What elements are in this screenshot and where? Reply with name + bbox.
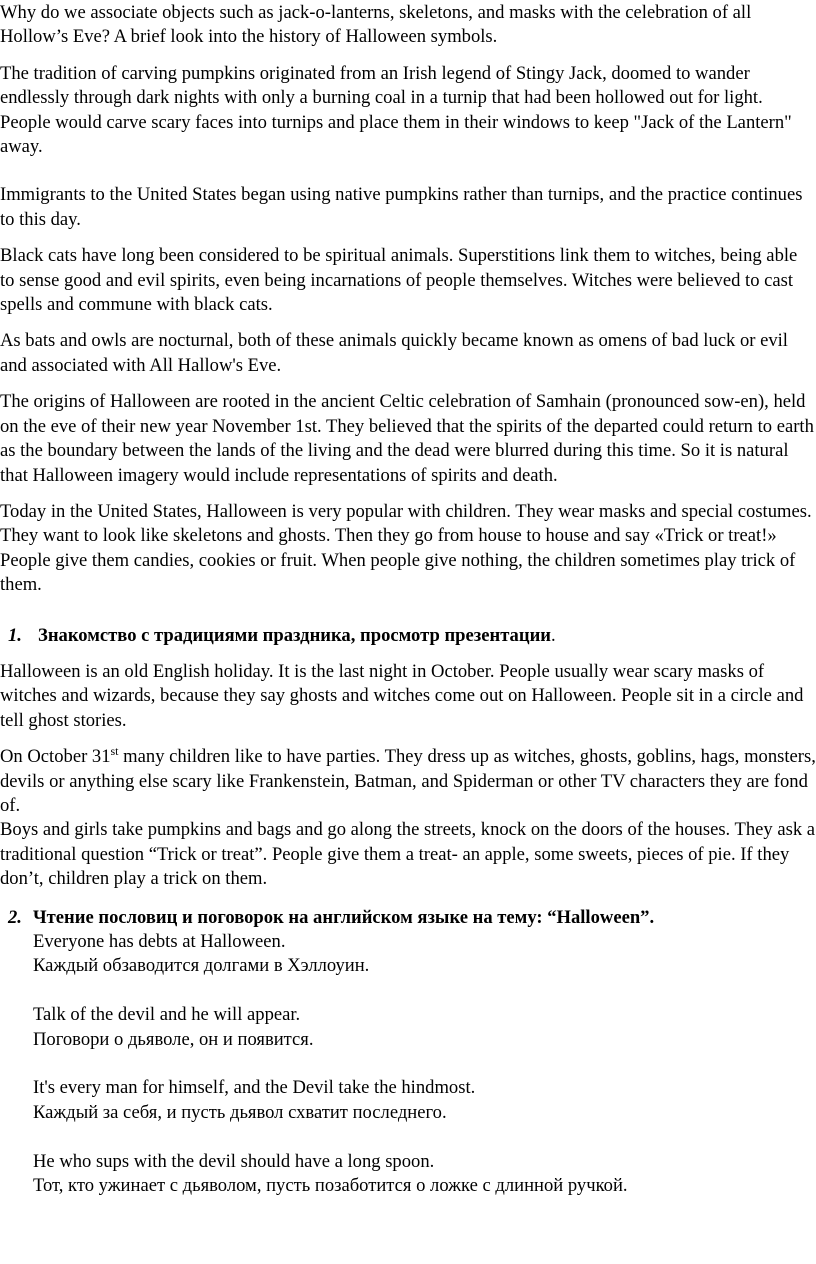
intro-paragraph-2: The tradition of carving pumpkins originated from an Irish legend of Stingy Jack, doomed to wander endlessly through dark nights with only a burning coal in a turnip that had been hollowed out for light. People would carve scary faces into turnips and place them in their windows to keep "Jack of the Lantern" away. <box>0 62 792 158</box>
section-1-heading <box>0 624 816 648</box>
intro-paragraph-7: Today in the United States, Halloween is very popular with children. They wear masks and special costumes. They want to look like skeletons and ghosts. Then they go from house to house and say «Trick or treat!» People give them candies, cookies or fruit. When people give nothing, the children sometimes play trick of them. <box>0 500 812 596</box>
intro-paragraph-5: As bats and owls are nocturnal, both of these animals quickly became known as omens of bad luck or evil and associated with All Hallow's Eve. <box>0 330 788 376</box>
section-1-paragraph-2 <box>0 745 816 818</box>
section-1-title-period: . <box>551 624 556 646</box>
section-1-paragraph-1: Halloween is an old English holiday. It is the last night in October. People usually wear scary masks of witches and wizards, because they say ghosts and witches come out on Halloween. People sit in a circle and tell ghost stories. <box>0 660 804 731</box>
section-2-number: 2. <box>8 906 22 928</box>
ordinal-suffix: st <box>110 743 119 758</box>
intro-paragraph-6: The origins of Halloween are rooted in the ancient Celtic celebration of Samhain (pronounced sow-en), held on the eve of their new year November 1st. They believed that the spirits of the departed could return to earth as the boundary between the lands of the living and the dead were blurred during this time. So it is natural that Halloween imagery would include representations of spirits and death. <box>0 391 814 486</box>
section-1-number: 1. <box>8 624 22 646</box>
proverb-russian: Поговори о дьяволе, он и появится. <box>33 1028 314 1050</box>
proverb-item <box>33 1150 816 1199</box>
proverb-item <box>33 1076 816 1125</box>
section-2-title: Чтение пословиц и поговорок на английском языке на тему: “Halloween”. <box>33 906 655 928</box>
section-1-title: Знакомство с традициями праздника, просмотр презентации <box>38 624 551 646</box>
section-1-paragraph-2-start: On October 31 <box>0 746 111 768</box>
proverb-russian: Каждый за себя, и пусть дьявол схватит последнего. <box>33 1101 447 1123</box>
proverb-russian: Тот, кто ужинает с дьяволом, пусть позаботится о ложке с длинной ручкой. <box>33 1175 628 1197</box>
intro-paragraph-3: Immigrants to the United States began using native pumpkins rather than turnips, and the practice continues to this day. <box>0 184 803 230</box>
section-1-paragraph-3: Boys and girls take pumpkins and bags and go along the streets, knock on the doors of the houses. They ask a traditional question “Trick or treat”. People give them a treat- an apple, some sweets, pieces of pie. If they don’t, children play a trick on them. <box>0 819 816 890</box>
proverb-item <box>33 1003 816 1052</box>
section-2-heading <box>0 906 816 930</box>
intro-paragraph-1: Why do we associate objects such as jack-o-lanterns, skeletons, and masks with the celebration of all Hollow’s Eve? A brief look into the history of Halloween symbols. <box>0 2 752 48</box>
proverb-item <box>33 930 816 979</box>
intro-paragraph-4: Black cats have long been considered to be spiritual animals. Superstitions link them to witches, being able to sense good and evil spirits, even being incarnations of people themselves. Witches were believed to cast spells and commune with black cats. <box>0 245 798 316</box>
proverb-english: It's every man for himself, and the Devil take the hindmost. <box>33 1077 476 1099</box>
section-1-paragraph-2-rest: many children like to have parties. They dress up as witches, ghosts, goblins, hags, monsters, devils or anything else scary like Frankenstein, Batman, and Spiderman or other TV characters they are fond of. <box>0 746 816 816</box>
proverb-english: Talk of the devil and he will appear. <box>33 1004 301 1026</box>
proverb-english: Everyone has debts at Halloween. <box>33 931 286 952</box>
proverb-english: He who sups with the devil should have a long spoon. <box>33 1150 435 1172</box>
proverb-list <box>0 930 816 1198</box>
proverb-russian: Каждый обзаводится долгами в Хэллоуин. <box>33 955 370 977</box>
